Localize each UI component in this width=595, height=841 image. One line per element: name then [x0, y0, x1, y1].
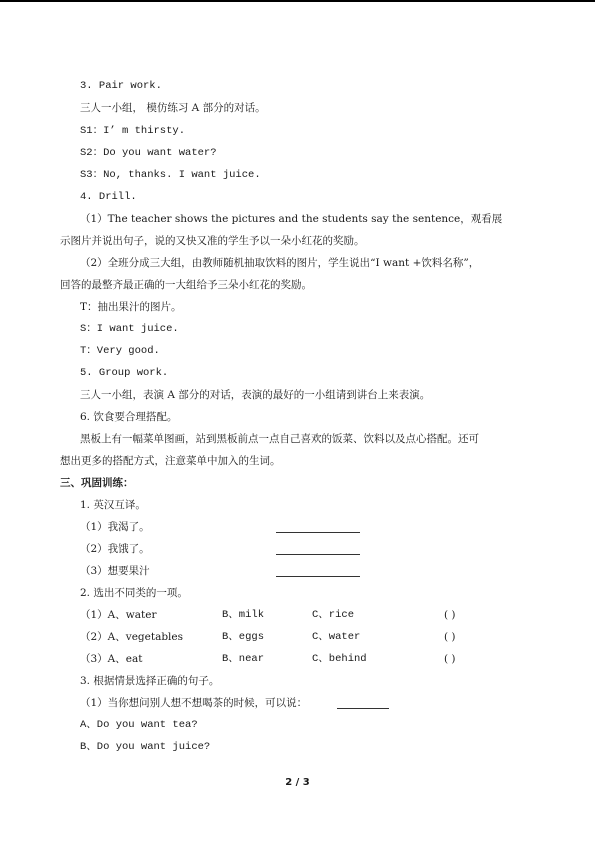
- answer-parentheses[interactable]: ( ): [444, 653, 456, 665]
- drill-item-2-cont: 回答的最整齐最正确的一大组给予三朵小红花的奖励。: [60, 279, 312, 291]
- answer-blank-4[interactable]: [337, 708, 389, 709]
- menu-instruction-cont: 想出更多的搭配方式，注意菜单中加入的生词。: [60, 455, 281, 467]
- pair-work-heading: 3. Pair work.: [80, 80, 162, 92]
- choice-option-b: B、eggs: [222, 631, 265, 643]
- diet-heading: 6. 饮食要合理搭配。: [80, 411, 178, 423]
- scenario-heading: 3. 根据情景选择正确的句子。: [80, 675, 220, 687]
- option-a: A、Do you want tea?: [80, 719, 198, 731]
- pair-work-instruction: 三人一小组， 模仿练习 A 部分的对话。: [80, 102, 266, 114]
- choice-option-c: C、water: [312, 631, 361, 643]
- dialog-line-s3: S3：No, thanks. I want juice.: [80, 169, 261, 181]
- translate-item-2: （2）我饿了。: [80, 543, 150, 555]
- dialog-line-s: S：I want juice.: [80, 323, 179, 335]
- choice-option-a: （2）A、vegetables: [80, 631, 184, 643]
- choice-option-b: B、near: [222, 653, 265, 665]
- answer-blank-1[interactable]: [276, 532, 360, 533]
- translate-item-1: （1）我渴了。: [80, 521, 150, 533]
- drill-heading: 4. Drill.: [80, 191, 137, 203]
- choice-option-c: C、rice: [312, 609, 355, 621]
- odd-one-out-heading: 2. 选出不同类的一项。: [80, 587, 188, 599]
- answer-parentheses[interactable]: ( ): [444, 609, 456, 621]
- dialog-line-s2: S2：Do you want water?: [80, 147, 217, 159]
- dialog-line-s1: S1：I’ m thirsty.: [80, 125, 186, 137]
- choice-option-a: （3）A、eat: [80, 653, 143, 665]
- choice-option-c: C、behind: [312, 653, 367, 665]
- drill-item-1-cont: 示图片并说出句子，说的又快又准的学生予以一朵小红花的奖励。: [60, 235, 365, 247]
- header-rule: [0, 0, 595, 2]
- answer-parentheses[interactable]: ( ): [444, 631, 456, 643]
- translate-heading: 1. 英汉互译。: [80, 499, 146, 511]
- scenario-question-1: （1）当你想问别人想不想喝茶的时候，可以说：: [80, 697, 308, 709]
- menu-instruction: 黑板上有一幅菜单图画，站到黑板前点一点自己喜欢的饭菜、饮料以及点心搭配。还可: [80, 433, 479, 445]
- translate-item-3: （3）想要果汁: [80, 565, 150, 577]
- section-heading-practice: 三、巩固训练：: [60, 477, 134, 489]
- answer-blank-2[interactable]: [276, 554, 360, 555]
- dialog-line-t2: T：Very good.: [80, 345, 160, 357]
- choice-option-a: （1）A、water: [80, 609, 157, 621]
- choice-option-b: B、milk: [222, 609, 265, 621]
- group-work-instruction: 三人一小组，表演 A 部分的对话，表演的最好的一小组请到讲台上来表演。: [80, 389, 431, 401]
- group-work-heading: 5. Group work.: [80, 367, 169, 379]
- answer-blank-3[interactable]: [276, 576, 360, 577]
- drill-item-1: （1）The teacher shows the pictures and the students say the sentence，观看展: [80, 213, 503, 225]
- drill-item-2: （2）全班分成三大组，由教师随机抽取饮料的图片，学生说出“I want +饮料名称”，: [80, 257, 480, 269]
- page-number: 2 / 3: [285, 777, 310, 788]
- dialog-line-t1: T：抽出果汁的图片。: [80, 301, 182, 313]
- option-b: B、Do you want juice?: [80, 741, 211, 753]
